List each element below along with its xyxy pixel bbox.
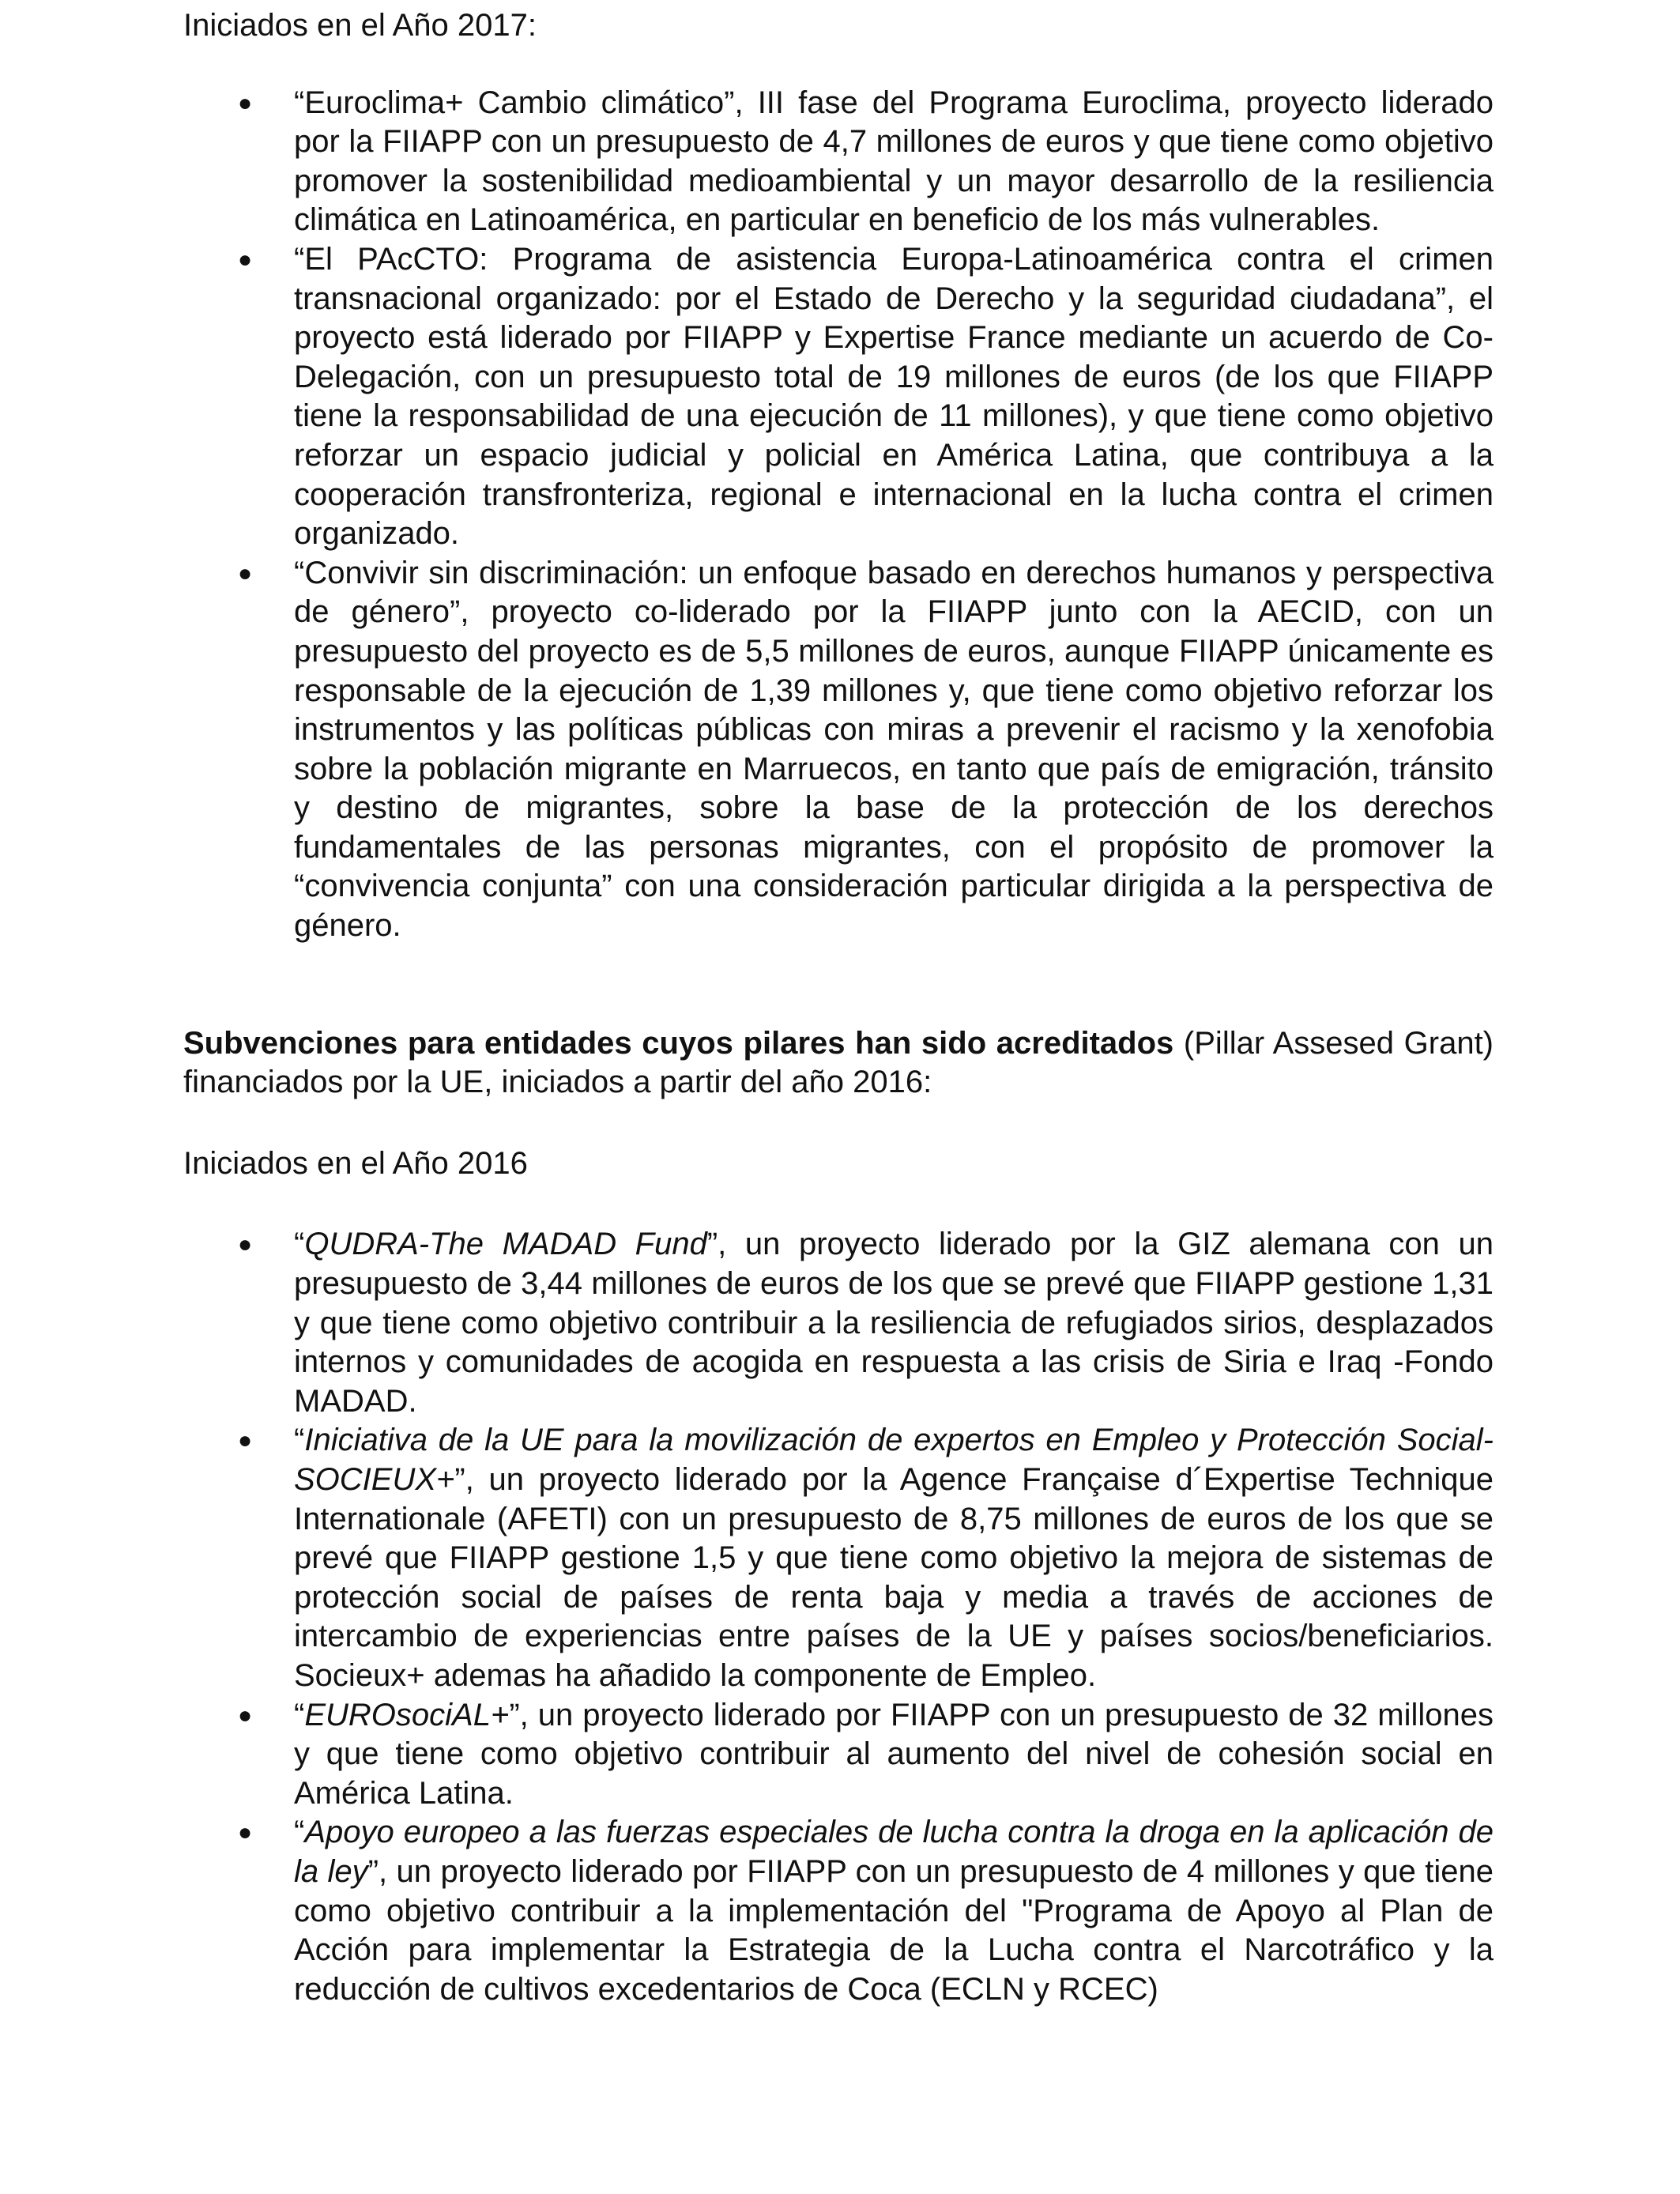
list-item [183,1225,1494,1421]
project-name: QUDRA-The MADAD Fund [304,1227,707,1262]
list-item [183,84,1494,240]
bullet-icon: ● [238,1819,253,1846]
spacer [183,946,1494,1024]
list-item-text: ”, un proyecto liderado por la Agence Française d´Expertise Technique Internationale (AFETI) con un presupuesto de 8,75 millones de euros de los que se prevé que FIIAPP gestione 1,5 y que tiene como objetivo la mejora de sistemas de protección social de países de renta baja y media a través de acciones de intercambio de experiencias entre países de la UE y países socios/beneficiarios. Socieux+ ademas ha añadido la componente de Empleo. [294,1462,1494,1693]
bullet-icon: ● [238,1231,253,1258]
bullet-icon: ● [238,89,253,116]
document-page [183,6,1494,2009]
list-item [183,240,1494,554]
bullet-icon: ● [238,246,253,273]
list-item [183,1696,1494,1814]
project-name: Iniciativa de la UE para la movilización de expertos en Empleo y Protección Social- SOCIEUX+ [294,1423,1494,1497]
bullet-icon: ● [238,560,253,586]
list-item-pre: “ [294,1697,305,1732]
list-item-pre: “ [294,1227,305,1262]
bullet-icon: ● [238,1702,253,1728]
list-item-pre: “ [294,1423,305,1458]
list-item-text: ”, un proyecto liderado por FIIAPP con un presupuesto de 4 millones y que tiene como objetivo contribuir a la implementación del "Programa de Apoyo al Plan de Acción para implementar la Estrategia de la Lucha contra el Narcotráfico y la reducción de cultivos excedentarios de Coca (ECLN y RCEC) [294,1853,1494,2007]
pillar-grants-intro-bold: Subvenciones para entidades cuyos pilares han sido acreditados [183,1025,1174,1061]
list-item-text: “El PAcCTO: Programa de asistencia Europa-Latinoamérica contra el crimen transnacional organizado: por el Estado de Derecho y la seguridad ciudadana”, el proyecto está liderado por FIIAPP y Expertise France mediante un acuerdo de Co-Delegación, con un presupuesto total de 19 millones de euros (de los que FIIAPP tiene la responsabilidad de una ejecución de 11 millones), y que tiene como objetivo reforzar un espacio judicial y policial en América Latina, que contribuya a la cooperación transfronteriza, regional e internacional en la lucha contra el crimen organizado. [294,241,1494,552]
section-2016-heading: Iniciados en el Año 2016 [183,1145,528,1181]
project-name: Apoyo europeo a las fuerzas especiales de lucha contra la droga en la aplicación de la ley [294,1815,1494,1889]
projects-2016-list [183,1225,1494,2009]
list-item [183,1813,1494,2009]
list-item-text: ”, un proyecto liderado por la GIZ alemana con un presupuesto de 3,44 millones de euros de los que se prevé que FIIAPP gestione 1,31 y que tiene como objetivo contribuir a la resiliencia de refugiados sirios, desplazados internos y comunidades de acogida en respuesta a las crisis de Siria e Iraq -Fondo MADAD. [294,1227,1494,1419]
section-2017-heading: Iniciados en el Año 2017: [183,8,537,43]
list-item-text: “Euroclima+ Cambio climático”, III fase del Programa Euroclima, proyecto liderado por la FIIAPP con un presupuesto de 4,7 millones de euros y que tiene como objetivo promover la sostenibilidad medioambiental y un mayor desarrollo de la resiliencia climática en Latinoamérica, en particular en beneficio de los más vulnerables. [294,85,1494,238]
bullet-icon: ● [238,1427,253,1454]
list-item-pre: “ [294,1815,305,1850]
list-item-text: ”, un proyecto liderado por FIIAPP con un presupuesto de 32 millones y que tiene como objetivo contribuir al aumento del nivel de cohesión social en América Latina. [294,1697,1494,1811]
spacer [183,46,1494,84]
projects-2017-list [183,84,1494,946]
project-name: EUROsociAL+ [304,1697,510,1732]
pillar-grants-intro-rest: (Pillar Assesed Grant) financiados por la UE, iniciados a partir del año 2016: [183,1025,1494,1100]
spacer [183,1183,1494,1225]
pillar-grants-intro [183,1024,1494,1103]
list-item-text: “Convivir sin discriminación: un enfoque basado en derechos humanos y perspectiva de género”, proyecto co-liderado por la FIIAPP junto con la AECID, con un presupuesto del proyecto es de 5,5 millones de euros, aunque FIIAPP únicamente es responsable de la ejecución de 1,39 millones y, que tiene como objetivo reforzar los instrumentos y las políticas públicas con miras a prevenir el racismo y la xenofobia sobre la población migrante en Marruecos, en tanto que país de emigración, tránsito y destino de migrantes, sobre la base de la protección de los derechos fundamentales de las personas migrantes, con el propósito de promover la “convivencia conjunta” con una consideración particular dirigida a la perspectiva de género. [294,555,1494,944]
list-item [183,1421,1494,1695]
list-item [183,554,1494,946]
spacer [183,1103,1494,1144]
